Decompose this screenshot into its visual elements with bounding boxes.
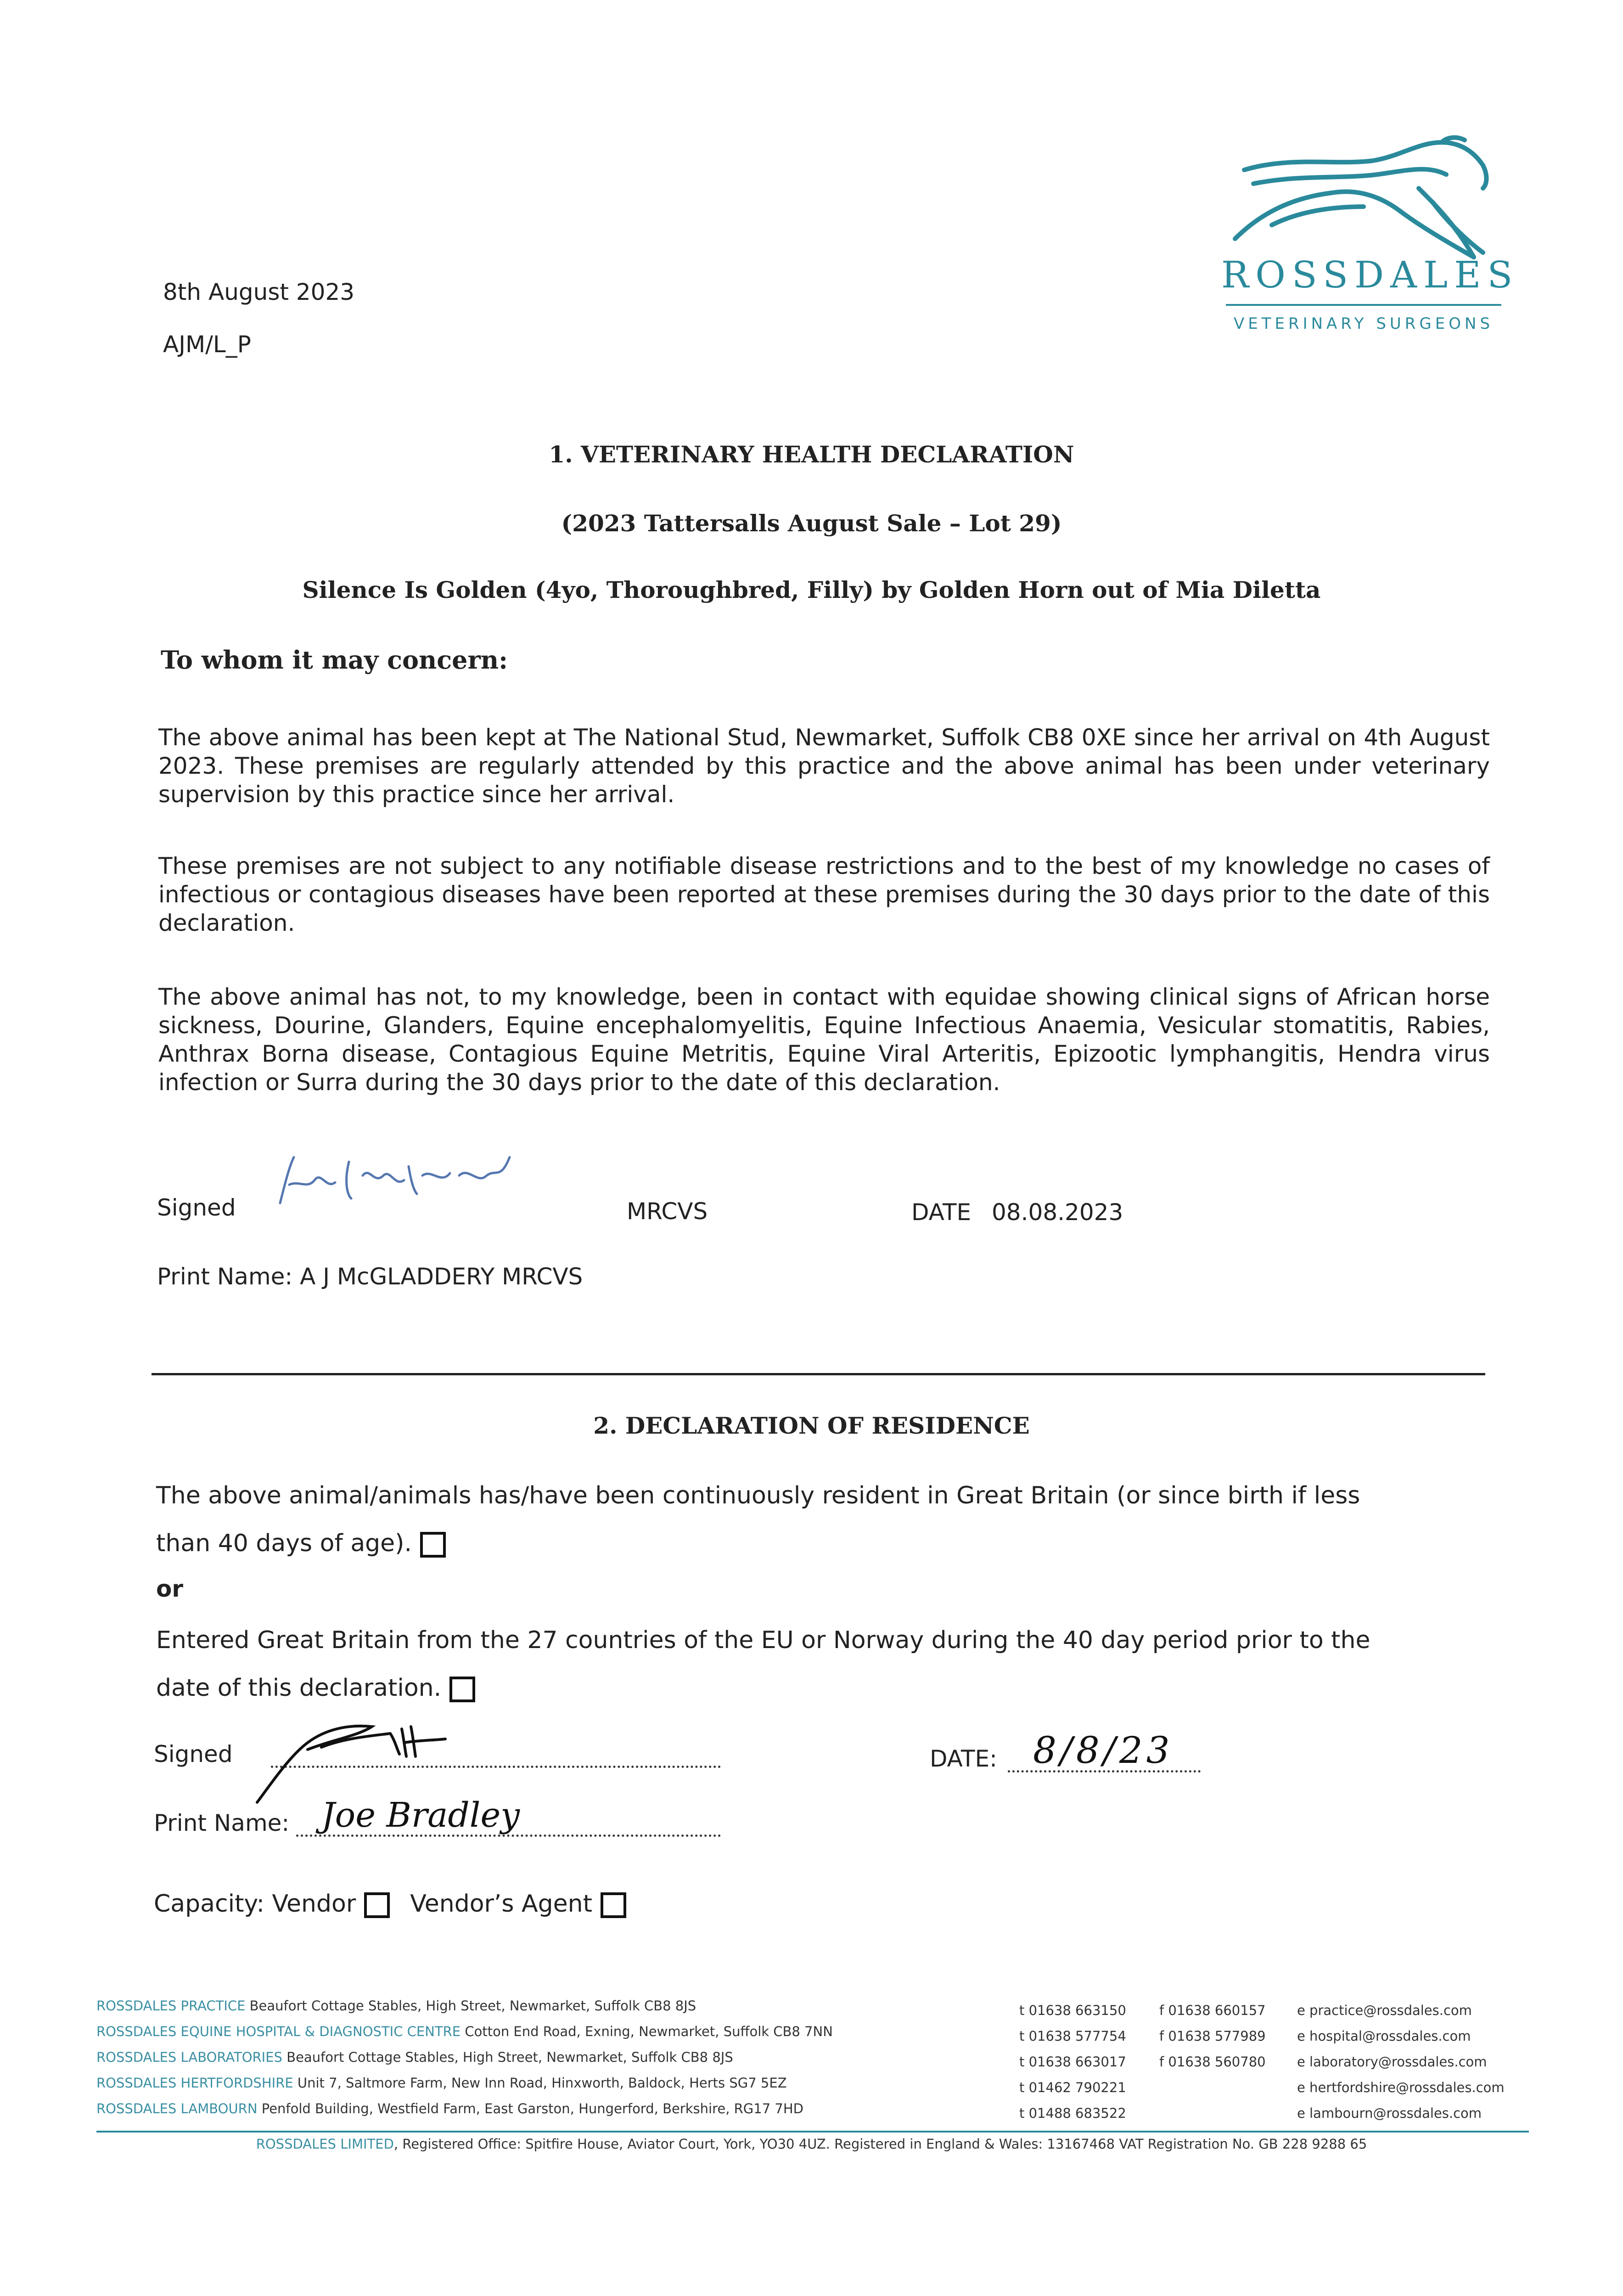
branch-name: ROSSDALES LABORATORIES <box>96 2049 282 2065</box>
vet-print-name: Print Name: A J McGLADDERY MRCVS <box>157 1263 583 1290</box>
capacity-agent-label: Vendor’s Agent <box>410 1890 592 1918</box>
mrcvs-label: MRCVS <box>627 1198 708 1225</box>
capacity-vendor-checkbox[interactable] <box>364 1892 390 1918</box>
branch-email: e practice@rossdales.com <box>1297 2003 1472 2018</box>
or-label: or <box>156 1576 184 1602</box>
footer-registration <box>0 2136 1623 2152</box>
branch-phone: t 01638 663150 <box>1019 2003 1126 2018</box>
residence-option-2-checkbox[interactable] <box>449 1677 475 1702</box>
reference-code: AJM/L_P <box>163 331 251 358</box>
branch-address: Beaufort Cottage Stables, High Street, Newmarket, Suffolk CB8 8JS <box>286 2049 733 2065</box>
company-name: ROSSDALES LIMITED <box>256 2136 394 2152</box>
footer-branch-row <box>96 2096 833 2122</box>
branch-phone: t 01462 790221 <box>1019 2080 1126 2095</box>
branch-address: Unit 7, Saltmore Farm, New Inn Road, Hinxworth, Baldock, Herts SG7 5EZ <box>297 2075 787 2091</box>
residence-option-2 <box>156 1616 1419 1712</box>
branch-phone: t 01638 663017 <box>1019 2054 1126 2070</box>
footer-branch-row <box>96 2019 833 2044</box>
branch-name: ROSSDALES EQUINE HOSPITAL & DIAGNOSTIC CENTRE <box>96 2024 461 2039</box>
section2-title: 2. DECLARATION OF RESIDENCE <box>593 1412 1030 1439</box>
branch-name: ROSSDALES PRACTICE <box>96 1998 246 2014</box>
capacity-agent-checkbox[interactable] <box>601 1892 626 1918</box>
branch-fax: f 01638 560780 <box>1159 2054 1266 2070</box>
residence-option-1-text: The above animal/animals has/have been continuously resident in Great Britain (or since birth if less than 40 days of age). <box>156 1482 1360 1557</box>
branch-address: Beaufort Cottage Stables, High Street, Newmarket, Suffolk CB8 8JS <box>249 1998 696 2014</box>
branch-name: ROSSDALES LAMBOURN <box>96 2101 258 2116</box>
branch-email: e hertfordshire@rossdales.com <box>1297 2080 1505 2095</box>
branch-fax: f 01638 577989 <box>1159 2028 1266 2044</box>
branch-fax: f 01638 660157 <box>1159 2003 1266 2018</box>
footer-phones <box>1019 1998 1126 2126</box>
horse-description: Silence Is Golden (4yo, Thoroughbred, Filly) by Golden Horn out of Mia Diletta <box>302 576 1321 603</box>
letter-date: 8th August 2023 <box>163 279 355 305</box>
print-name-label-2: Print Name: <box>154 1810 290 1836</box>
footer-emails <box>1297 1998 1505 2126</box>
branch-address: Penfold Building, Westfield Farm, East Garston, Hungerford, Berkshire, RG17 7HD <box>261 2101 803 2116</box>
branch-phone: t 01638 577754 <box>1019 2028 1126 2044</box>
horse-logo-icon <box>1226 133 1501 271</box>
vendor-date-handwritten: 8/8/23 <box>1033 1729 1174 1772</box>
rossdales-logo <box>1221 133 1519 354</box>
date-value-1: 08.08.2023 <box>992 1199 1123 1226</box>
branch-name: ROSSDALES HERTFORDSHIRE <box>96 2075 293 2091</box>
section1-title: 1. VETERINARY HEALTH DECLARATION <box>549 441 1074 468</box>
signed-label-1: Signed <box>157 1194 236 1221</box>
signed-label-2: Signed <box>154 1741 233 1767</box>
footer-branch-row <box>96 1993 833 2019</box>
footer-faxes <box>1159 1998 1266 2075</box>
footer-branches <box>96 1993 833 2122</box>
branch-email: e hospital@rossdales.com <box>1297 2028 1471 2044</box>
vendor-signature <box>239 1715 477 1807</box>
logo-divider <box>1226 304 1501 306</box>
vendor-print-name-handwritten: Joe Bradley <box>321 1795 520 1835</box>
logo-tagline: VETERINARY SURGEONS <box>1233 315 1494 333</box>
footer-branch-row <box>96 2070 833 2096</box>
date-label-1: DATE <box>911 1199 972 1226</box>
registration-details: , Registered Office: Spitfire House, Aviator Court, York, YO30 4UZ. Registered in England & Wales: 13167468 VAT Registration No. GB 228 9288 65 <box>393 2136 1367 2152</box>
branch-email: e lambourn@rossdales.com <box>1297 2105 1482 2121</box>
residence-option-2-text: Entered Great Britain from the 27 countries of the EU or Norway during the 40 day period prior to the date of this declaration. <box>156 1626 1370 1702</box>
capacity-vendor-label: Capacity: Vendor <box>154 1890 356 1918</box>
sale-subtitle: (2023 Tattersalls August Sale – Lot 29) <box>561 510 1062 537</box>
salutation: To whom it may concern: <box>161 645 508 675</box>
residence-option-1-checkbox[interactable] <box>420 1532 446 1558</box>
capacity-row <box>154 1890 626 1918</box>
date-label-2: DATE: <box>930 1745 997 1772</box>
vet-signature <box>271 1148 528 1212</box>
branch-address: Cotton End Road, Exning, Newmarket, Suffolk CB8 7NN <box>465 2024 833 2039</box>
footer-rule <box>96 2131 1529 2133</box>
paragraph-no-contact: The above animal has not, to my knowledge, been in contact with equidae showing clinical signs of African horse sickness, Dourine, Glanders, Equine encephalomyelitis, Equine Infectious Anaemia, Vesicular stomatitis, Rabies, Anthrax Borna disease, Contagious Equine Metritis, Equine Viral Arteritis, Epizootic lymphangitis, Hendra virus infection or Surra during the 30 days prior to the date of this declaration. <box>158 984 1490 1096</box>
footer-branch-row <box>96 2044 833 2070</box>
residence-option-1 <box>156 1472 1419 1567</box>
paragraph-no-restrictions: These premises are not subject to any notifiable disease restrictions and to the best of my knowledge no cases of infectious or contagious diseases have been reported at these premises during the 30 days prior to the date of this declaration. <box>158 853 1490 936</box>
logo-name: ROSSDALES <box>1221 253 1519 296</box>
section-divider <box>152 1373 1485 1375</box>
paragraph-kept-at-stud: The above animal has been kept at The National Stud, Newmarket, Suffolk CB8 0XE since her arrival on 4th August 2023. These premises are regularly attended by this practice and the above animal has been under veterinary supervision by this practice since her arrival. <box>158 724 1490 808</box>
branch-phone: t 01488 683522 <box>1019 2105 1126 2121</box>
branch-email: e laboratory@rossdales.com <box>1297 2054 1487 2070</box>
